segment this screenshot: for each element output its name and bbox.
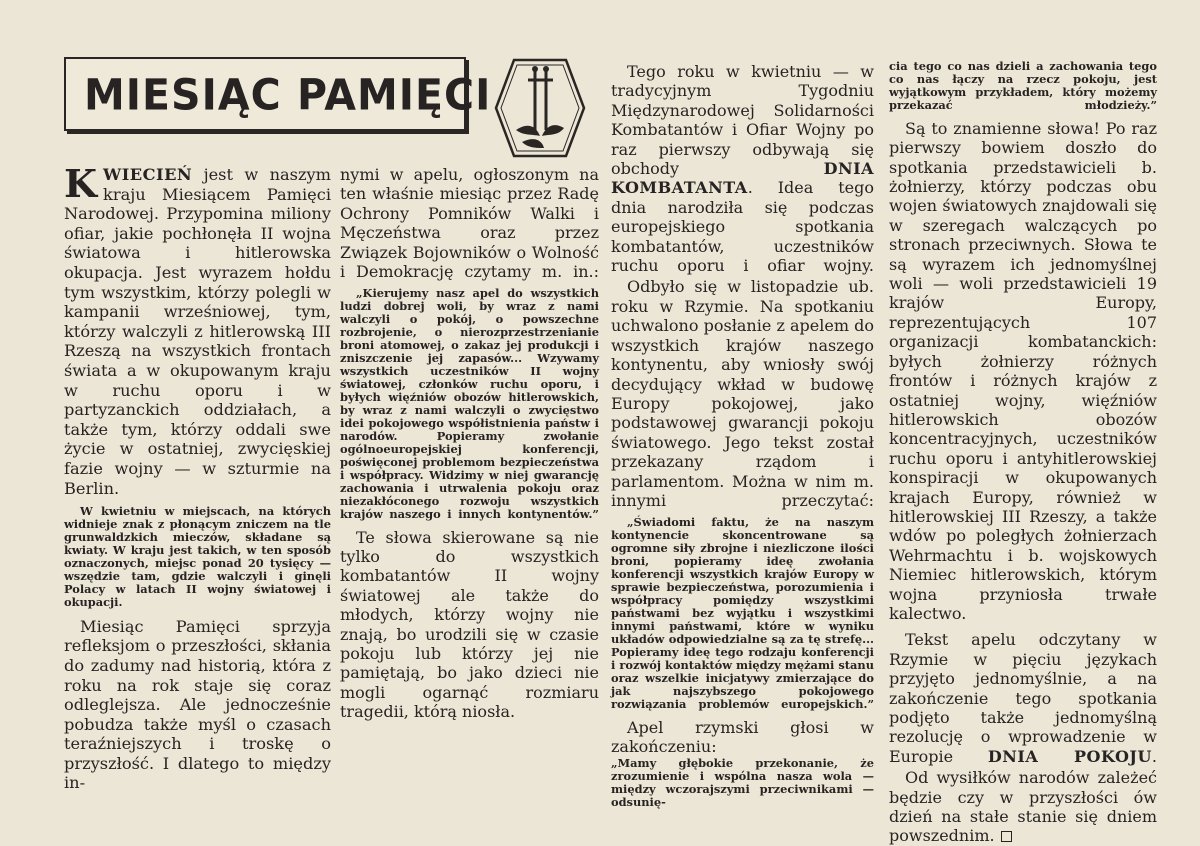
body-paragraph: Miesiąc Pamięci sprzyja refleksjom o przeszłości, skłania do zadumy nad historią, która z roku na rok staje się coraz odleglejsza. Ale jednocześnie pobudza także myśl o czasach teraźniejszych i troskę o przyszłość. I dlatego to między in- — [64, 616, 331, 793]
body-paragraph: Tekst apelu odczytany w Rzymie w pięciu językach przyjęto jednomyślnie, a na zakończenie tego spotkania podjęto także jednomyślną rezolucję o wprowadzenie w Europie DNIA POKOJU. — [889, 630, 1157, 766]
column-4 — [889, 60, 1157, 846]
column-2 — [340, 165, 599, 722]
column-3 — [611, 62, 874, 809]
quote-paragraph: cia tego co nas dzieli a zachowania tego co nas łączy na rzecz pokoju, jest wyjątkowym przykładem, który możemy przekazać młodzieży.” — [889, 59, 1157, 112]
small-print-paragraph: W kwietniu w miejscach, na których widnieje znak z płonącym zniczem na tle grunwaldzkich mieczów, składane są kwiaty. W kraju jest takich, w ten sposób oznaczonych, miejsc ponad 20 tysięcy — wszędzie tam, gdzie walczyli i ginęli Polacy w latach II wojny światowej i okupacji. — [64, 504, 331, 609]
column-1 — [64, 161, 331, 793]
body-paragraph: Tego roku w kwietniu — w tradycyjnym Tygodniu Międzynarodowej Solidarności Kombatantów i Ofiar Wojny po raz pierwszy odbywają się obchody DNIA KOMBATANTA. Idea tego dnia narodziła się podczas europejskiego spotkania kombatantów, uczestników ruchu oporu i ofiar wojny. — [611, 62, 874, 276]
lead-paragraph: KWIECIEŃ jest w naszym kraju Miesiącem Pamięci Narodowej. Przypomina miliony ofiar, jakie pochłonęła II wojna światowa i hitlerowska okupacja. Jest wyrazem hołdu tym wszystkim, którzy polegli w kampanii wrześniowej, tym, którzy walczyli z hitlerowską III Rzeszą na wszystkich frontach świata a w okupowanym kraju w ruchu oporu i w partyzanckich oddziałach, a także tym, którzy oddali swe życie w ostatniej, zwycięskiej fazie wojny — w szturmie na Berlin. — [64, 161, 331, 498]
closing-paragraph: Od wysiłków narodów zależeć będzie czy w przyszłości ów dzień na stałe stanie się dniem powszednim. — [889, 768, 1157, 846]
title-box — [64, 57, 492, 131]
quote-paragraph: „Świadomi faktu, że na naszym kontynencie skoncentrowane są ogromne siły zbrojne i niezliczone ilości broni, popieramy ideę zwołania konferencji wszystkich krajów Europy w sprawie bezpieczeństwa, porozumienia i współpracy pomiędzy wszystkimi państwami bez wyjątku i wszystkimi innymi państwami, które w wyniku układów odpowiedzialne są za tę strefę... Popieramy ideę tego rodzaju konferencji i rozwój kontaktów między mężami stanu oraz wszelkie inicjatywy zmierzające do jak najszybszego pokojowego rozwiązania problemów europejskich.” — [611, 515, 874, 711]
end-mark-icon — [1001, 831, 1012, 842]
quote-paragraph: „Kierujemy nasz apel do wszystkich ludzi dobrej woli, by wraz z nami walczyli o pokój, o powszechne rozbrojenie, o nierozprzestrzenianie broni atomowej, o zakaz jej produkcji i zniszczenie jej zapasów... Wzywamy wszystkich uczestników II wojny światowej, członków ruchu oporu, i byłych więźniów obozów hitlerowskich, by wraz z nami walczyli o zwycięstwo idei pokojowego współistnienia państw i narodów. Popieramy zwołanie ogólnoeuropejskiej konferencji, poświęconej problemom bezpieczeństwa i współpracy. Widzimy w niej gwarancję zachowania i utrwalenia pokoju oraz niezakłóconego rozwoju wszystkich krajów naszego i innych kontynentów.” — [340, 286, 599, 521]
body-paragraph: Są to znamienne słowa! Po raz pierwszy bowiem doszło do spotkania przedstawicieli b. żołnierzy, którzy podczas obu wojen światowych znajdowali się w szeregach walczących po stronach przeciwnych. Słowa te są wyrazem ich jednomyślnej woli — woli przedstawicieli 19 krajów Europy, reprezentujących 107 organizacji kombatanckich: byłych żołnierzy różnych frontów i różnych krajów z ostatniej wojny, więźniów hitlerowskich obozów koncentracyjnych, uczestników ruchu oporu i antyhitlerowskiej konspiracji w okupowanych krajach Europy, również w hitlerowskiej III Rzeszy, a także wdów po poległych żołnierzach Wehrmachtu i b. wojskowych Niemiec hitlerowskich, którym wojna przyniosła trwałe kalectwo. — [889, 118, 1157, 623]
body-paragraph: Te słowa skierowane są nie tylko do wszystkich kombatantów II wojny światowej ale także do młodych, którzy wojny nie znają, bo urodzili się w czasie pokoju lub którzy jej nie pamiętają, bo jako dzieci nie mogli ogarnąć rozmiaru tragedii, którą niosła. — [340, 527, 599, 722]
grunwald-emblem-icon — [492, 56, 588, 160]
article-title: MIESIĄC PAMIĘCI — [84, 69, 492, 121]
body-paragraph: Odbyło się w listopadzie ub. roku w Rzymie. Na spotkaniu uchwalono posłanie z apelem do wszystkich krajów naszego kontynentu, aby wniosły swój decydujący wkład w budowę Europy pokojowej, jako podstawowej gwarancji pokoju światowego. Jego tekst został przekazany rządom i parlamentom. Można w nim m. innymi przeczytać: — [611, 277, 874, 510]
body-paragraph: nymi w apelu, ogłoszonym na ten właśnie miesiąc przez Radę Ochrony Pomników Walki i Męczeństwa oraz przez Związek Bojowników o Wolność i Demokrację czytamy m. in.: — [340, 165, 599, 282]
quote-paragraph: „Mamy głębokie przekonanie, że zrozumienie i wspólna nasza wola — między wczorajszymi przeciwnikami — odsunię- — [611, 756, 874, 810]
body-paragraph: Apel rzymski głosi w zakończeniu: — [611, 717, 874, 757]
drop-cap: K — [64, 161, 98, 206]
